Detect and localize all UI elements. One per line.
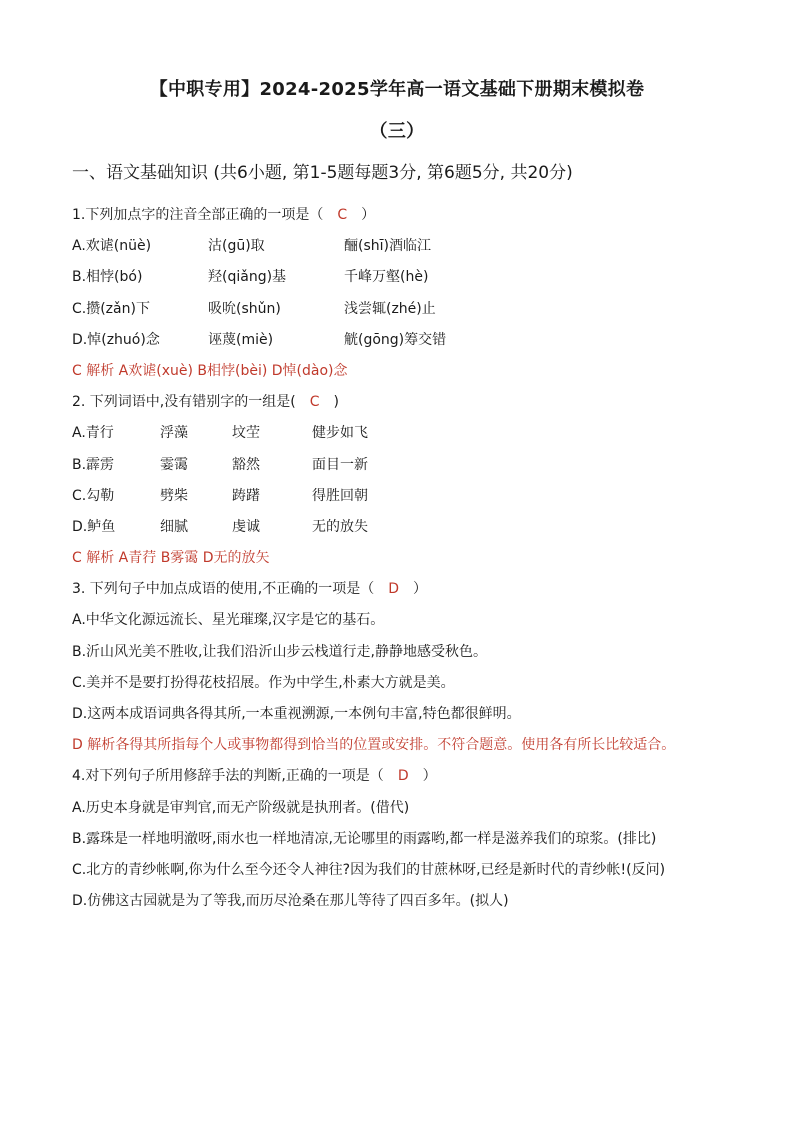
option-b: B.露珠是一样地明澈呀,雨水也一样地清凉,无论哪里的雨露哟,都一样是滋养我们的琼浆。(排比) [72, 830, 657, 847]
option-c: C.北方的青纱帐啊,你为什么至今还令人神往?因为我们的甘蔗林呀,已经是新时代的青纱帐!(反问) [72, 861, 666, 878]
answer-3: D [388, 581, 400, 598]
question-3-stem: 3. 下列句子中加点成语的使用,不正确的一项是（ D ） [72, 574, 722, 605]
option-row: C.勾勒 劈柴 踌躇 得胜回朝 [72, 487, 368, 504]
option-row: A.欢谑(nüè) 沽(gū)取 酾(shī)酒临江 [72, 238, 431, 255]
option-row: B.相悖(bó) 羟(qiǎng)基 千峰万壑(hè) [72, 269, 429, 286]
option-row: D.悼(zhuó)念 诬蔑(miè) 觥(gōng)筹交错 [72, 331, 447, 348]
option-c: C.美并不是要打扮得花枝招展。作为中学生,朴素大方就是美。 [72, 674, 455, 691]
option-row: D.鲈鱼 细腻 虔诚 无的放失 [72, 518, 368, 535]
question-1-stem: 1.下列加点字的注音全部正确的一项是（ C ） [72, 200, 722, 231]
section-heading: 一、语文基础知识 (共6小题, 第1-5题每题3分, 第6题5分, 共20分) [72, 163, 573, 183]
question-2-stem: 2. 下列词语中,没有错别字的一组是( C ) [72, 387, 722, 418]
page-subtitle: （三） [369, 121, 425, 142]
option-row: C.攒(zǎn)下 吸吮(shǔn) 浅尝辄(zhé)止 [72, 300, 436, 317]
option-row: A.青行 浮藻 坟茔 健步如飞 [72, 425, 368, 442]
analysis-3: D 解析各得其所指每个人或事物都得到恰当的位置或安排。不符合题意。使用各有所长比较适合。 [72, 737, 676, 754]
option-row: B.霹雳 霎霭 豁然 面目一新 [72, 456, 368, 473]
page-title: 【中职专用】2024-2025学年高一语文基础下册期末模拟卷 [149, 79, 645, 100]
answer-4: D [397, 768, 409, 785]
answer-1: C [337, 207, 348, 223]
analysis-1: C 解析 A欢谑(xuè) B相悖(bèi) D悼(dào)念 [72, 362, 348, 379]
option-d: D.这两本成语词典各得其所,一本重视溯源,一本例句丰富,特色都很鲜明。 [72, 706, 521, 722]
option-d: D.仿佛这古园就是为了等我,而历尽沧桑在那儿等待了四百多年。(拟人) [72, 893, 509, 910]
questions [72, 200, 722, 917]
option-b: B.沂山风光美不胜收,让我们沿沂山步云栈道行走,静静地感受秋色。 [72, 643, 487, 660]
option-a: A.中华文化源远流长、星光璀璨,汉字是它的基石。 [72, 612, 385, 629]
option-a: A.历史本身就是审判官,而无产阶级就是执刑者。(借代) [72, 799, 410, 816]
answer-2: C [309, 394, 320, 411]
analysis-2: C 解析 A青荇 B雾霭 D无的放矢 [72, 550, 270, 567]
question-4-stem: 4.对下列句子所用修辞手法的判断,正确的一项是（ D ） [72, 761, 722, 792]
